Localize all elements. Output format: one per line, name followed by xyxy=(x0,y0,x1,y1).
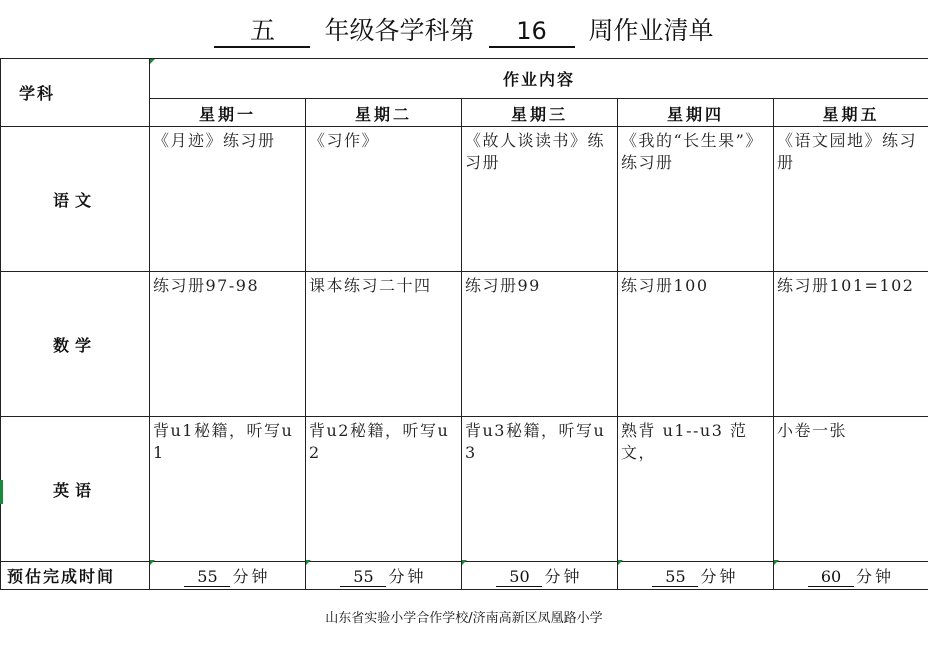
time-value: 55 xyxy=(184,568,230,587)
time-value: 55 xyxy=(652,568,698,587)
homework-cell: 《语文园地》练习册 xyxy=(774,127,928,272)
day-monday: 星期一 xyxy=(150,99,306,127)
homework-cell: 熟背 u1--u3 范文， xyxy=(618,417,774,562)
row-selection-marker xyxy=(0,480,3,504)
homework-cell: 背u2秘籍，听写u2 xyxy=(306,417,462,562)
day-wednesday: 星期三 xyxy=(462,99,618,127)
time-cell xyxy=(306,562,462,590)
title-middle: 年级各学科第 xyxy=(324,16,474,45)
table-row xyxy=(1,272,928,417)
homework-cell: 小卷一张 xyxy=(774,417,928,562)
cell-comment-marker xyxy=(618,560,623,565)
week-value: 16 xyxy=(489,16,575,48)
homework-cell: 《故人谈读书》练习册 xyxy=(462,127,618,272)
day-tuesday: 星期二 xyxy=(306,99,462,127)
homework-cell: 练习册97-98 xyxy=(150,272,306,417)
cell-comment-marker xyxy=(306,560,311,565)
homework-cell: 《我的“长生果”》练习册 xyxy=(618,127,774,272)
time-cell xyxy=(150,562,306,590)
content-header: 作业内容 xyxy=(150,59,928,99)
time-cell xyxy=(774,562,928,590)
table-row xyxy=(1,417,928,562)
homework-cell: 《习作》 xyxy=(306,127,462,272)
cell-comment-marker xyxy=(462,560,467,565)
table-row xyxy=(1,127,928,272)
homework-cell: 练习册100 xyxy=(618,272,774,417)
subject-english: 英语 xyxy=(1,417,150,562)
time-cell xyxy=(618,562,774,590)
time-value: 55 xyxy=(340,568,386,587)
page-title xyxy=(0,8,928,58)
homework-cell: 课本练习二十四 xyxy=(306,272,462,417)
time-unit: 分钟 xyxy=(388,567,426,586)
cell-comment-marker xyxy=(150,59,155,64)
homework-cell: 练习册99 xyxy=(462,272,618,417)
subject-math: 数学 xyxy=(1,272,150,417)
day-friday: 星期五 xyxy=(774,99,928,127)
cell-comment-marker xyxy=(150,560,155,565)
homework-table xyxy=(0,58,928,590)
time-row xyxy=(1,562,928,590)
time-unit: 分钟 xyxy=(544,567,582,586)
time-label: 预估完成时间 xyxy=(1,562,150,590)
time-unit: 分钟 xyxy=(856,567,894,586)
time-cell xyxy=(462,562,618,590)
time-value: 50 xyxy=(496,568,542,587)
day-thursday: 星期四 xyxy=(618,99,774,127)
cell-comment-marker xyxy=(774,560,779,565)
homework-cell: 练习册101=102 xyxy=(774,272,928,417)
footer-school: 山东省实验小学合作学校/济南高新区凤凰路小学 xyxy=(0,589,928,650)
homework-cell: 《月迹》练习册 xyxy=(150,127,306,272)
grade-value: 五 xyxy=(214,16,310,48)
subject-chinese: 语文 xyxy=(1,127,150,272)
header-row xyxy=(1,59,928,99)
time-unit: 分钟 xyxy=(700,567,738,586)
title-end: 周作业清单 xyxy=(589,16,714,45)
subject-header: 学科 xyxy=(1,59,150,127)
homework-cell: 背u1秘籍，听写u1 xyxy=(150,417,306,562)
time-value: 60 xyxy=(808,568,854,587)
homework-cell: 背u3秘籍，听写u3 xyxy=(462,417,618,562)
time-unit: 分钟 xyxy=(232,567,270,586)
